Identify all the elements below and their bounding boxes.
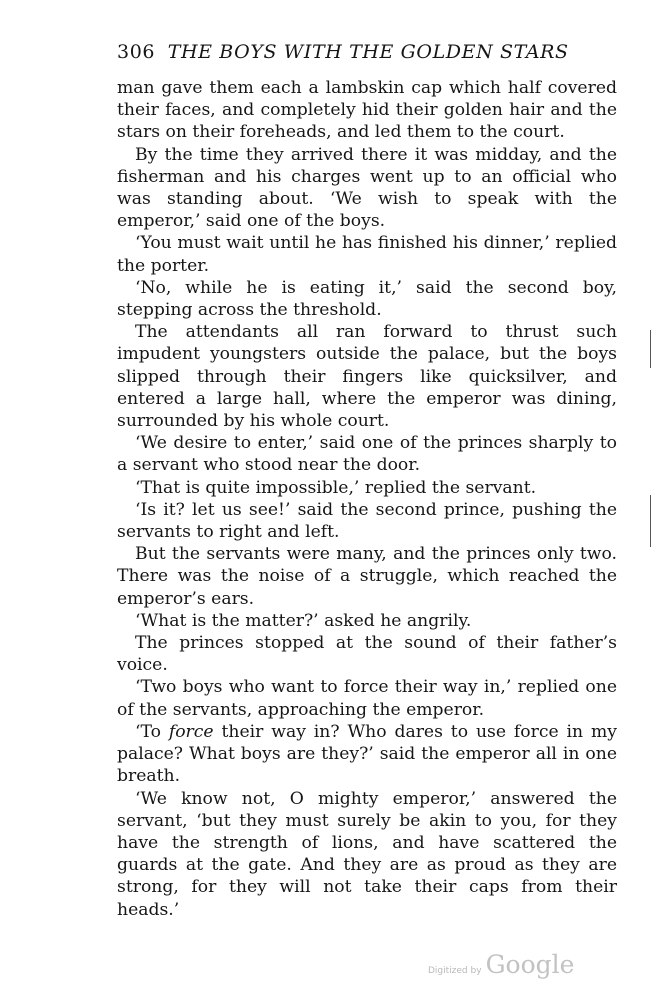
paragraph [117, 610, 617, 632]
paragraph-text: ‘Two boys who want to force their way in,’ replied one of the servants, approaching the emperor. [117, 677, 617, 720]
paragraph [117, 432, 617, 476]
paragraph-text: ‘You must wait until he has finished his dinner,’ replied the porter. [117, 233, 617, 276]
running-header [117, 40, 617, 64]
paragraph-text: ‘Is it? let us see!’ said the second prince, pushing the servants to right and left. [117, 499, 617, 543]
page-number: 306 [117, 41, 156, 63]
italic-text: force [168, 721, 214, 742]
digitized-watermark [428, 950, 574, 979]
scan-margin-line [650, 330, 651, 368]
paragraph-text: ‘That is quite impossible,’ replied the servant. [135, 477, 537, 498]
paragraph [117, 232, 617, 276]
paragraph-text: ‘No, while he is eating it,’ said the second boy, stepping across the threshold. [117, 277, 617, 321]
paragraph [117, 721, 617, 788]
paragraph-text: But the servants were many, and the princes only two. There was the noise of a struggle, which reached the emperor’s ears. [117, 544, 617, 609]
paragraph [117, 144, 617, 233]
paragraph [117, 321, 617, 432]
paragraph [117, 499, 617, 543]
paragraph-text: ‘We desire to enter,’ said one of the princes sharply to a servant who stood near the door. [117, 433, 617, 476]
paragraph-text: The attendants all ran forward to thrust such impudent youngsters outside the palace, but the boys slipped through their fingers like quicksilver, and entered a large hall, where the emperor was dining, surrounded by his whole court. [117, 322, 617, 432]
paragraph [117, 277, 617, 321]
running-title: THE BOYS WITH THE GOLDEN STARS [167, 41, 569, 63]
paragraph-text: man gave them each a lambskin cap which half covered their faces, and completely hid their golden hair and the stars on their foreheads, and led them to the court. [117, 78, 617, 143]
paragraph [117, 788, 617, 921]
google-logo: Google [485, 950, 575, 979]
body-text [117, 77, 617, 921]
paragraph [117, 77, 617, 144]
paragraph-text: By the time they arrived there it was midday, and the fisherman and his charges went up to an official who was standing about. ‘We wish to speak with the emperor,’ said one of the boys. [117, 144, 617, 232]
paragraph [117, 676, 617, 720]
paragraph-text: ‘We know not, O mighty emperor,’ answered the servant, ‘but they must surely be akin to you, for they have the strength of lions, and have scattered the guards at the gate. And they are as proud as they are strong, for they will not take their caps from their heads.’ [117, 788, 617, 920]
paragraph [117, 477, 617, 499]
paragraph [117, 543, 617, 610]
paragraph-text: The princes stopped at the sound of their father’s voice. [117, 633, 617, 676]
paragraph-text: their way in? Who dares to use force in my palace? What boys are they?’ said the emperor all in one breath. [117, 721, 617, 787]
watermark-small-text: Digitized by [428, 966, 482, 976]
paragraph-text: ‘What is the matter?’ asked he angrily. [135, 610, 472, 631]
paragraph-text: ‘To [135, 721, 169, 742]
scan-margin-line [650, 495, 651, 547]
paragraph [117, 632, 617, 676]
